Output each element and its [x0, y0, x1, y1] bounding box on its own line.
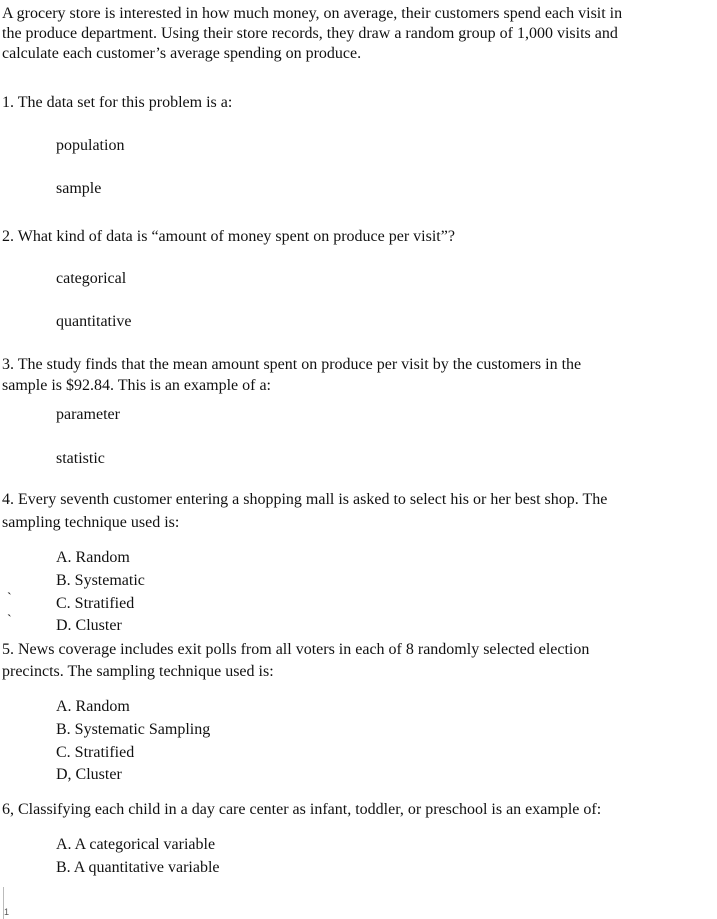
q6-option-b: B. A quantitative variable: [56, 859, 220, 876]
q1-option-sample: sample: [56, 180, 102, 197]
q4-option-d: D. Cluster: [56, 617, 122, 634]
q6-option-a: A. A categorical variable: [56, 836, 216, 853]
question-3-line-1: 3. The study finds that the mean amount spent on produce per visit by the customers in the: [2, 356, 582, 373]
q4-option-a: A. Random: [56, 549, 130, 566]
question-2: 2. What kind of data is “amount of money spent on produce per visit”?: [2, 228, 455, 245]
question-5-line-1: 5. News coverage includes exit polls from all voters in each of 8 randomly selected election: [2, 641, 590, 658]
question-6: 6, Classifying each child in a day care center as infant, toddler, or preschool is an example of:: [2, 801, 602, 818]
q5-option-b: B. Systematic Sampling: [56, 721, 211, 738]
intro-line-2: the produce department. Using their store records, they draw a random group of 1,000 visits and: [2, 25, 618, 42]
question-1: 1. The data set for this problem is a:: [2, 94, 233, 111]
tick-mark-1: `: [7, 591, 12, 606]
page-number: 1: [4, 907, 10, 917]
q1-option-population: population: [56, 137, 125, 154]
tick-mark-2: `: [7, 613, 12, 628]
question-5-line-2: precincts. The sampling technique used is:: [2, 663, 274, 680]
q2-option-categorical: categorical: [56, 270, 127, 287]
question-4-line-2: sampling technique used is:: [2, 514, 180, 531]
q5-option-d: D, Cluster: [56, 766, 122, 783]
q4-option-b: B. Systematic: [56, 572, 145, 589]
q3-option-statistic: statistic: [56, 450, 105, 467]
q5-option-a: A. Random: [56, 698, 130, 715]
q2-option-quantitative: quantitative: [56, 313, 132, 330]
question-3-line-2: sample is $92.84. This is an example of a:: [2, 377, 271, 394]
q4-option-c: C. Stratified: [56, 595, 135, 612]
intro-line-3: calculate each customer’s average spending on produce.: [2, 45, 362, 62]
q5-option-c: C. Stratified: [56, 744, 135, 761]
intro-line-1: A grocery store is interested in how much money, on average, their customers spend each visit in: [2, 5, 623, 22]
question-4-line-1: 4. Every seventh customer entering a shopping mall is asked to select his or her best shop. The: [2, 491, 608, 508]
q3-option-parameter: parameter: [56, 406, 120, 423]
